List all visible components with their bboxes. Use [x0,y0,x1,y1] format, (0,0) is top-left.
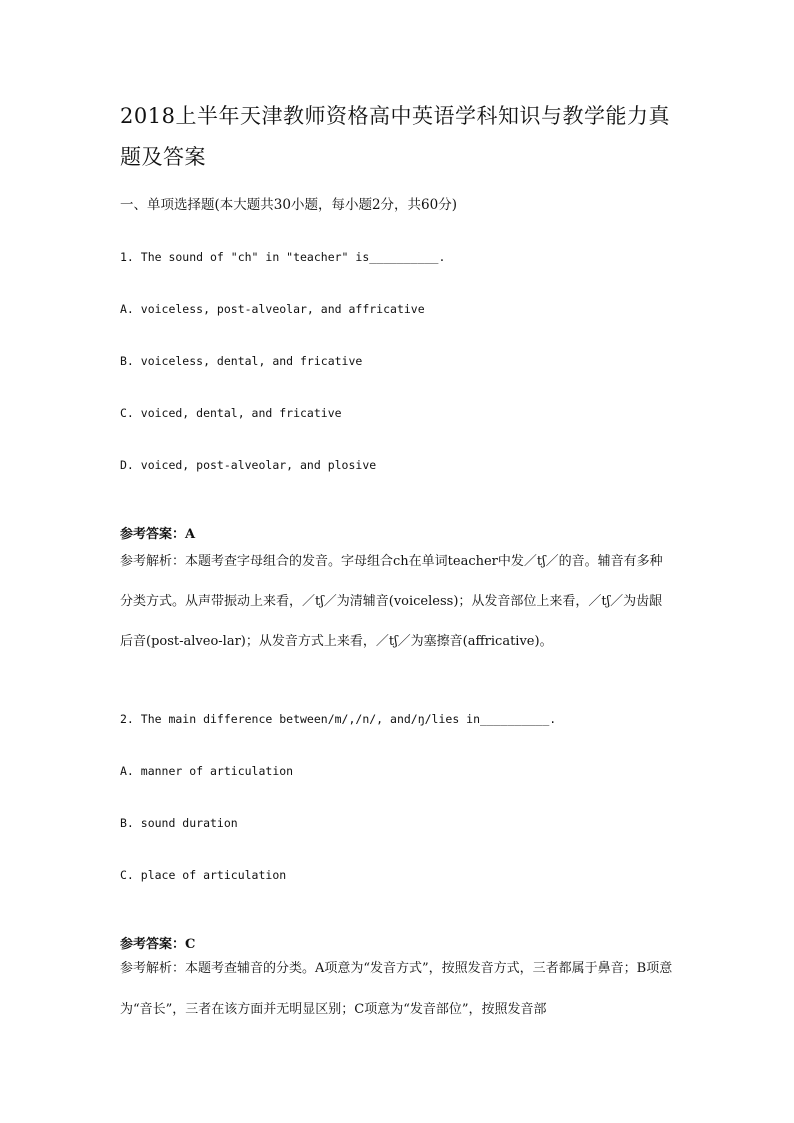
question-1-answer: 参考答案：A [120,527,196,542]
question-2-option-a: A. manner of articulation [120,764,294,778]
question-1-option-d: D. voiced, post-alveolar, and plosive [120,458,377,472]
question-2-answer: 参考答案：C [120,937,196,952]
question-2-option-c: C. place of articulation [120,868,287,882]
question-2-analysis: 参考解析：本题考查辅音的分类。A项意为“发音方式”，按照发音方式，三者都属于鼻音；B项意为“音长”，三者在该方面并无明显区别；C项意为“发音部位”，按照发音部 [120,961,673,1017]
question-1-option-b: B. voiceless, dental, and fricative [120,354,363,368]
question-2-option-b: B. sound duration [120,816,238,830]
question-1-option-a: A. voiceless, post-alveolar, and affricative [120,302,425,316]
question-1-stem: 1. The sound of "ch" in "teacher" is__________. [120,250,446,264]
section-heading: 一、单项选择题(本大题共30小题，每小题2分，共60分) [120,197,457,213]
question-2-stem: 2. The main difference between/m/,/n/, and/ŋ/lies in__________. [120,712,557,726]
question-1-analysis: 参考解析：本题考查字母组合的发音。字母组合ch在单词teacher中发／tʃ／的音。辅音有多种分类方式。从声带振动上来看，／tʃ／为清辅音(voiceless)；从发音部位上来看，／tʃ／为齿龈后音(post-alveo-lar)；从发音方式上来看，／tʃ／为塞擦音(affricative)。 [120,554,663,649]
question-1-option-c: C. voiced, dental, and fricative [120,406,342,420]
document-title: 2018上半年天津教师资格高中英语学科知识与教学能力真题及答案 [120,104,670,169]
